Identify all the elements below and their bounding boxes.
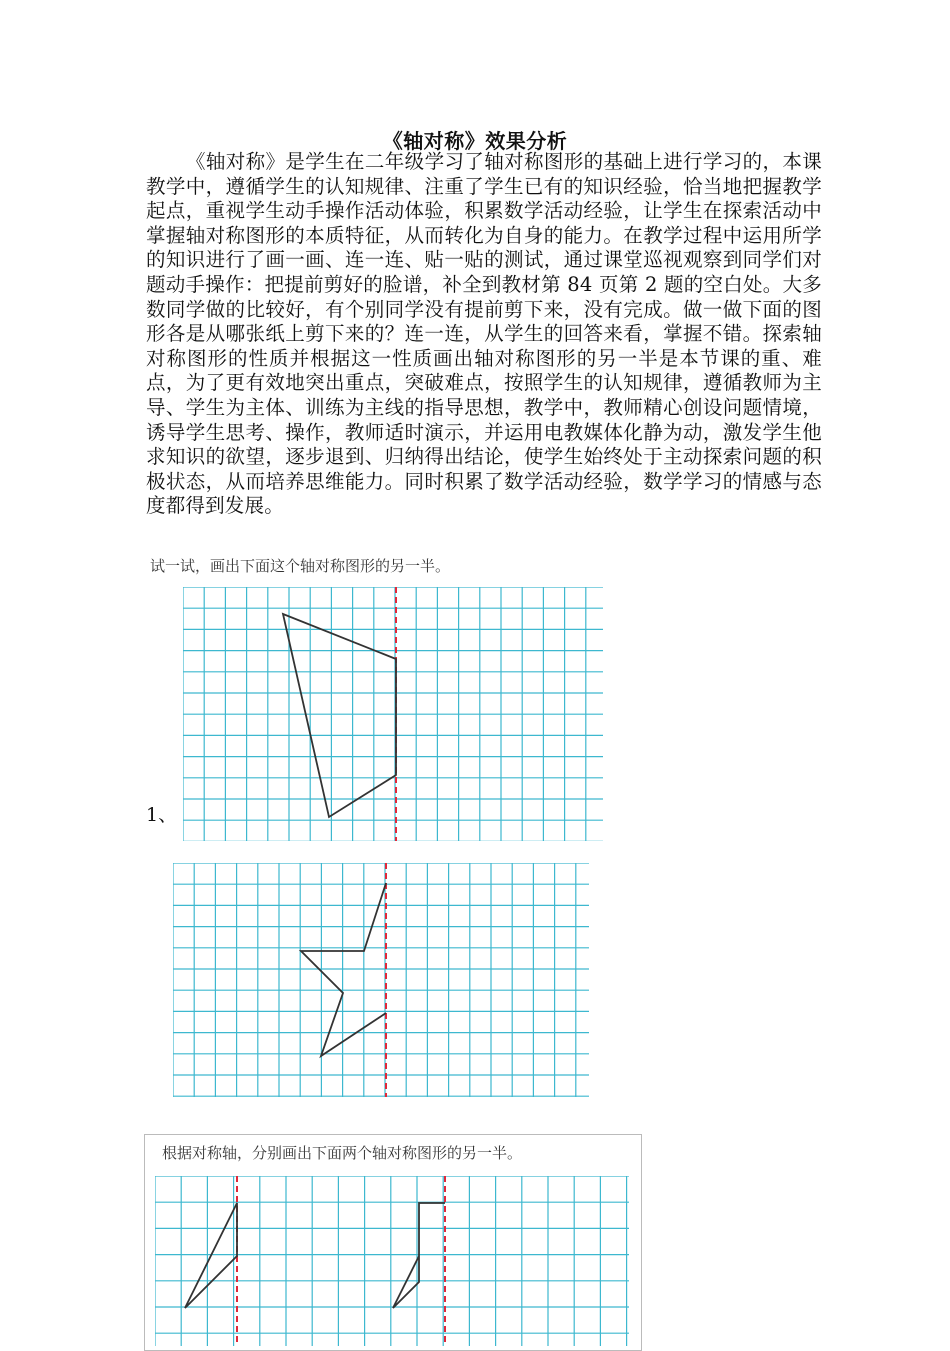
- grid-figure-3: [155, 1176, 629, 1346]
- document-title: 《轴对称》效果分析: [382, 129, 568, 153]
- exercise2-caption: 根据对称轴，分别画出下面两个轴对称图形的另一半。: [162, 1144, 523, 1162]
- half-figure-left: [185, 1203, 237, 1308]
- exercise1-number: 1、: [146, 804, 178, 826]
- analysis-paragraph: 《轴对称》是学生在二年级学习了轴对称图形的基础上进行学习的，本课教学中，遵循学生的认知规律、注重了学生已有的知识经验，恰当地把握教学起点，重视学生动手操作活动体验，积累数学活动经验，让学生在探索活动中掌握轴对称图形的本质特征，从而转化为自身的能力。在教学过程中运用所学的知识进行了画一画、连一连、贴一贴的测试，通过课堂巡视观察到同学们对 题动手操作：把提前剪好的脸谱，补全到教材第 84 页第 2 题的空白处。大多数同学做的比较好，有个别同学没有提前剪下来，没有完成。做一做下面的图形各是从哪张纸上剪下来的？连一连，从学生的回答来看，掌握不错。探索轴对称图形的性质并根据这一性质画出轴对称图形的另一半是本节课的重、难点，为了更有效地突出重点，突破难点，按照学生的认知规律，遵循教师为主导、学生为主体、训练为主线的指导思想，教学中，教师精心创设问题情境，诱导学生思考、操作，教师适时演示，并运用电教媒体化静为动，激发学生他求知识的欲望，逐步退到、归纳得出结论，使学生始终处于主动探索问题的积极状态，从而培养思维能力。同时积累了数学活动经验，数学学习的情感与态度都得到发展。: [146, 150, 842, 518]
- exercise1-caption: 试一试，画出下面这个轴对称图形的另一半。: [150, 557, 451, 575]
- grid-lines: [183, 587, 603, 841]
- half-figure-right: [393, 1203, 445, 1308]
- grid-figure-2: [173, 863, 589, 1097]
- grid-figure-1: [183, 587, 603, 841]
- half-figure: [283, 614, 396, 817]
- grid-lines: [155, 1176, 629, 1346]
